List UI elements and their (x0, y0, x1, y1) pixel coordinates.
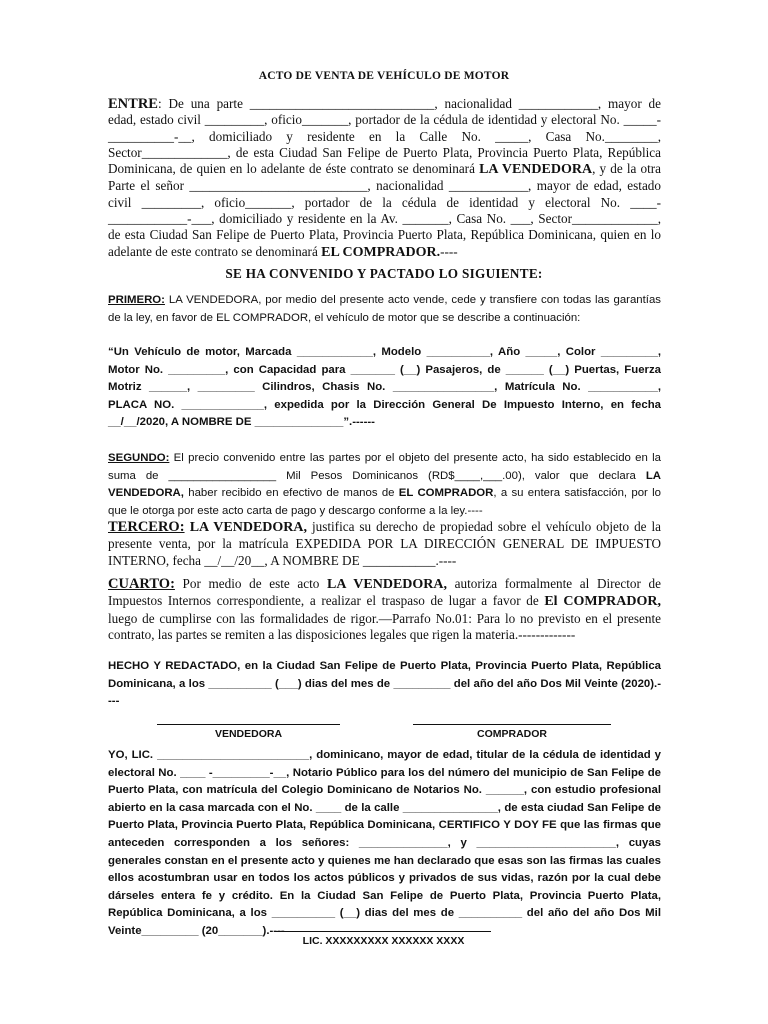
document-title: ACTO DE VENTA DE VEHÍCULO DE MOTOR (258, 70, 510, 82)
segundo-label: SEGUNDO: (108, 452, 170, 464)
convenido-heading: SE HA CONVENIDO Y PACTADO LO SIGUIENTE: (225, 266, 543, 281)
seller-party-name: LA VENDEDORA (479, 162, 593, 178)
primero-paragraph (108, 292, 661, 327)
segundo-text-2: haber recibido en efectivo de manos de (183, 487, 399, 500)
cuarto-text-2: autoriza formalmente al Director de Impuestos Internos correspondiente, a realizar el traspaso de lugar a favor de (108, 576, 661, 609)
entre-text-3: ---- (440, 243, 458, 259)
lawyer-signature-line (276, 931, 491, 932)
tercero-label: TERCERO: (108, 519, 185, 535)
notary-text-3: ______________________, cuyas generales constan en el presente acto y quienes me han declarado que esas son las firmas las cuales ellos acostumbran usar en todos los actos públicos y privados de sus vidas, razón por la cual debe dárseles entera fe y crédito. En la Ciudad San Felipe de Puerto Plata, Provincia Puerto Plata, República Dominicana, a los __________ (__) dias del mes de __________ del año del año Dos Mil Veinte_________ (20_______).---- (108, 836, 661, 937)
notary-text-2: que las firmas que anteceden corresponden a los señores: ______________, (108, 819, 662, 849)
buyer-signature-label: COMPRADOR (477, 728, 547, 740)
segundo-text-3: , a su entera satisfacción, por lo que le otorga por este acto carta de pago y descargo conforme a la ley.---- (108, 487, 661, 517)
cuarto-buyer: El COMPRADOR, (544, 594, 662, 610)
cuarto-label: CUARTO: (108, 576, 175, 592)
tercero-seller: LA VENDEDORA, (184, 520, 308, 535)
seller-signature-line (157, 724, 340, 725)
entre-text-2: , y de la otra Parte el señor ___________________________, nacionalidad ____________, mayor de edad, estado civil _________, oficio_______, portador de la cédula de identidad y electoral No. ____-____________-___, domiciliado y residente en la Av. _______, Casa No. ___, Sector_____________, de esta Ciudad San Felipe de Puerto Plata, Provincia Puerto Plata, República Dominicana, quien en lo adelante de este contrato se denominará (108, 161, 662, 259)
hecho-paragraph: HECHO Y REDACTADO, en la Ciudad San Felipe de Puerto Plata, Provincia Puerto Plata, República Dominicana, a los __________ (___) dias del mes de _________ del año del año Dos Mil Veinte (2020).---- (108, 660, 661, 708)
segundo-text-1: El precio convenido entre las partes por el objeto del presente acto, ha sido establecido en la suma de _________________ Mil Pesos Dominicanos (RD$____,___.00), valor que declara (108, 452, 661, 482)
segundo-seller: LA VENDEDORA, (108, 469, 661, 500)
notary-conjunction: y (460, 836, 467, 849)
entre-text-1: : De una parte ____________________________, nacionalidad ____________, mayor de edad, estado civil _________, oficio_______, portador de la cédula de identidad y electoral No. _____-__________-__, domiciliado y residente en la Calle No. _____, Casa No.________, Sector_____________, de esta Ciudad San Felipe de Puerto Plata, Provincia Puerto Plata, República Dominicana, de quien en lo adelante de éste contrato se denominará (108, 96, 661, 177)
lawyer-signature-name: LIC. XXXXXXXXX XXXXXX XXXX (302, 935, 465, 947)
primero-text: LA VENDEDORA, por medio del presente acto vende, cede y transfiere con todas las garantías de la ley, en favor de EL COMPRADOR, el vehículo de motor que se describe a continuación: (108, 294, 661, 324)
notary-certifico: CERTIFICO Y DOY FE (438, 819, 557, 832)
tercero-text: justifica su derecho de propiedad sobre el vehículo objeto de la presente venta, por la matrícula EXPEDIDA POR LA DIRECCIÓN GENERAL DE IMPUESTO INTERNO, fecha __/__/20__, A NOMBRE DE ___________.---- (108, 519, 661, 568)
cuarto-seller: LA VENDEDORA, (327, 577, 448, 592)
vehicle-description: “Un Vehículo de motor, Marcada ____________, Modelo __________, Año _____, Color _________, Motor No. _________, con Capacidad para _______ (__) Pasajeros, de ______ (__) Puertas, Fuerza Motriz ______, _________ Cilindros, Chasis No. ________________, Matrícula No. ___________, PLACA NO. _____________, expedida por la Dirección General De Impuesto Interno, en fecha __/__/2020, A NOMBRE DE ______________”.------ (108, 346, 661, 429)
cuarto-text-1: Por medio de este acto (174, 576, 327, 591)
cuarto-paragraph (108, 576, 661, 643)
buyer-party-name: EL COMPRADOR. (321, 244, 441, 260)
buyer-signature-line (413, 724, 611, 725)
segundo-paragraph (108, 450, 661, 520)
tercero-paragraph (108, 519, 661, 569)
entre-paragraph (108, 96, 661, 261)
notary-text-1: YO, LIC. ________________________, dominicano, mayor de edad, titular de la cédula de identidad y electoral No. ____ -_________-__, Notario Público para los del número del municipio de San Felipe de Puerto Plata, con matrícula del Colegio Dominicano de Notarios No. ______, con estudio profesional abierto en la casa marcada con el No. ____ de la calle _______________, de esta ciudad San Felipe de Puerto Plata, Provincia Puerto Plata, República Dominicana, (108, 749, 661, 832)
primero-label: PRIMERO: (108, 294, 165, 306)
notary-paragraph (108, 747, 661, 941)
cuarto-text-3: luego de cumplirse con las formalidades de rigor.—Parrafo No.01: Para lo no previsto en el presente contrato, las partes se remiten a las disposiciones legales que rigen la materia.------------- (108, 610, 661, 642)
segundo-buyer: EL COMPRADOR (398, 487, 494, 500)
entre-label: ENTRE (108, 96, 158, 112)
seller-signature-label: VENDEDORA (214, 728, 283, 740)
